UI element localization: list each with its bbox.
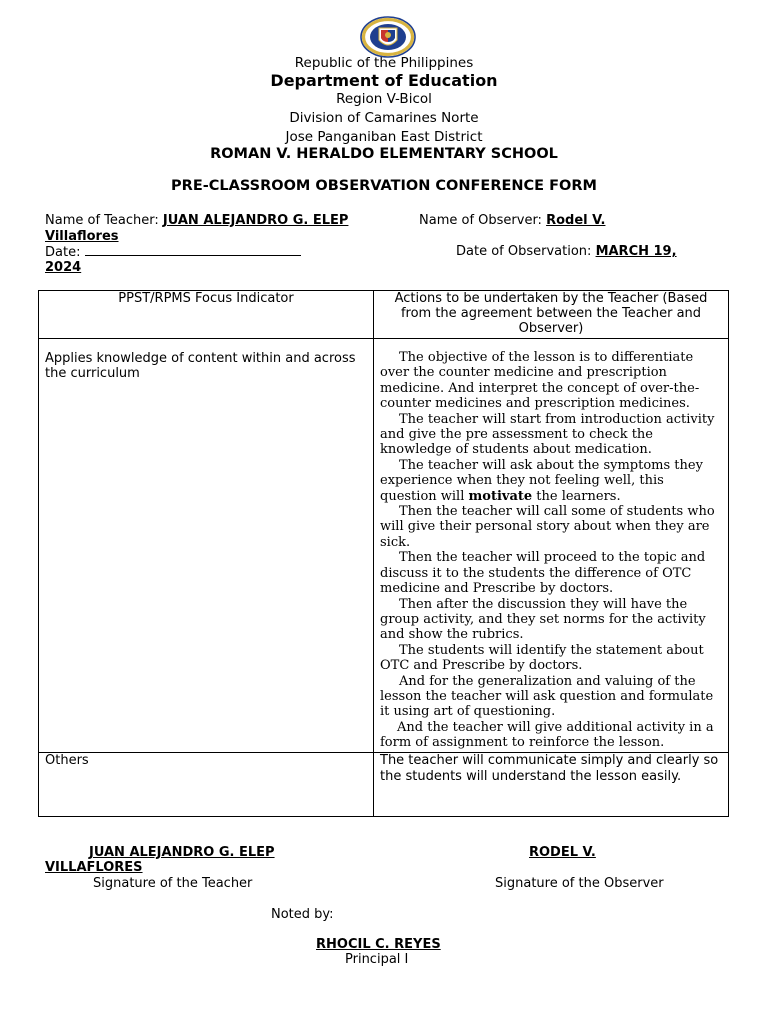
republic-line: Republic of the Philippines xyxy=(294,55,474,71)
observation-date-value: MARCH 19, xyxy=(595,244,677,259)
table-row xyxy=(39,339,729,753)
table-header-row xyxy=(39,291,729,339)
others-cell: Others xyxy=(39,753,374,817)
motivate-word: motivate xyxy=(468,488,533,504)
observer-signature-caption: Signature of the Observer xyxy=(495,876,664,891)
action-paragraph: And for the generalization and valuing of the lesson the teacher will ask question and formulate it using art of questioning. xyxy=(380,673,714,720)
district-line: Jose Panganiban East District xyxy=(285,129,483,145)
teacher-signature-caption: Signature of the Teacher xyxy=(93,876,253,891)
table-row xyxy=(39,753,729,817)
teacher-signature-name: JUAN ALEJANDRO G. ELEP xyxy=(89,845,275,860)
action-paragraph: Then the teacher will proceed to the topic and discuss it to the students the difference of OTC medicine and Prescribe by doctors. xyxy=(380,550,706,597)
teacher-value: JUAN ALEJANDRO G. ELEP xyxy=(162,213,349,228)
others-actions-cell: The teacher will communicate simply and clearly so the students will understand the lesson easily. xyxy=(374,753,729,817)
action-paragraph: Then the teacher will call some of students who will give their personal story about when they are sick. xyxy=(380,504,715,550)
teacher-label: Name of Teacher: xyxy=(45,213,159,228)
action-paragraph: Then after the discussion they will have the group activity, and they set norms for the activity and show the rubrics. xyxy=(380,596,706,643)
actions-header: Actions to be undertaken by the Teacher (Based from the agreement between the Teacher and Observer) xyxy=(374,291,729,339)
indicator-cell: Applies knowledge of content within and across the curriculum xyxy=(39,339,374,753)
observation-table xyxy=(38,290,729,817)
division-line: Division of Camarines Norte xyxy=(289,110,479,126)
action-paragraph: The objective of the lesson is to differentiate over the counter medicine and prescription medicine. And interpret the concept of over-the-counter medicines and prescription medicines. xyxy=(380,350,700,412)
actions-cell xyxy=(374,339,729,753)
action-paragraph: The students will identify the statement about OTC and Prescribe by doctors. xyxy=(380,642,704,674)
form-title: PRE-CLASSROOM OBSERVATION CONFERENCE FORM xyxy=(171,178,597,194)
principal-title: Principal I xyxy=(345,952,409,967)
observation-date-label: Date of Observation: xyxy=(456,244,592,259)
observer-value: Rodel V. xyxy=(546,213,606,228)
action-paragraph: The teacher will start from introduction activity and give the pre assessment to check the knowledge of students about medication. xyxy=(380,411,715,458)
observer-label: Name of Observer: xyxy=(419,213,542,228)
action-paragraph xyxy=(380,458,722,504)
date-blank-line xyxy=(85,244,301,256)
date-label: Date: xyxy=(45,245,81,260)
observer-signature-name: RODEL V. xyxy=(529,845,596,860)
observation-date-year: 2024 xyxy=(45,260,82,275)
principal-name: RHOCIL C. REYES xyxy=(316,937,441,952)
action-text: The teacher will ask about the symptoms they experience when they not feeling well, this question will xyxy=(380,457,703,504)
noted-by-label: Noted by: xyxy=(271,907,334,922)
indicator-header: PPST/RPMS Focus Indicator xyxy=(39,291,374,339)
observer-field xyxy=(419,213,605,228)
department-line: Department of Education xyxy=(270,71,498,90)
action-text-end: the learners. xyxy=(532,488,621,504)
date-field xyxy=(45,244,301,260)
action-paragraph: And the teacher will give additional activity in a form of assignment to reinforce the lesson. xyxy=(380,719,714,751)
teacher-signature-name-continued: VILLAFLORES xyxy=(45,860,143,875)
observer-value-continued: Villaflores xyxy=(45,229,119,244)
teacher-field xyxy=(45,213,348,228)
school-name: ROMAN V. HERALDO ELEMENTARY SCHOOL xyxy=(210,146,558,162)
deped-seal-icon xyxy=(356,16,420,58)
observation-date-field xyxy=(456,244,677,259)
region-line: Region V-Bicol xyxy=(336,91,432,107)
